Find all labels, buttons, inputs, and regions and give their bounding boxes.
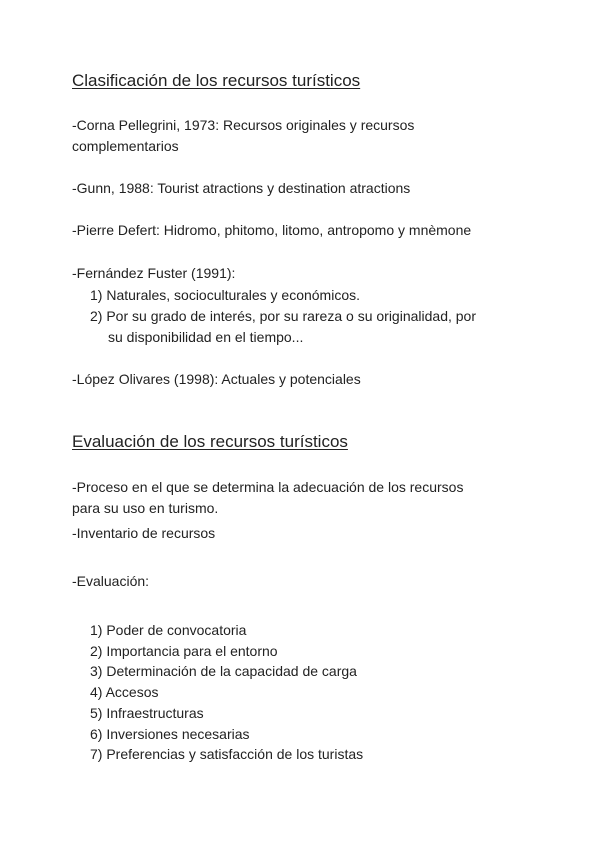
paragraph-proceso-line1: -Proceso en el que se determina la adecuación de los recursos: [72, 479, 464, 495]
list-item-evaluacion-2: 2) Importancia para el entorno: [90, 643, 278, 659]
list-item-fuster-2-line2: su disponibilidad en el tiempo...: [108, 329, 304, 345]
paragraph-corna-line1: -Corna Pellegrini, 1973: Recursos originales y recursos: [72, 117, 415, 133]
paragraph-defert: -Pierre Defert: Hidromo, phitomo, litomo, antropomo y mnèmone: [72, 222, 472, 238]
paragraph-evaluacion-title: -Evaluación:: [72, 573, 150, 589]
paragraph-gunn: -Gunn, 1988: Tourist atractions y destination atractions: [72, 180, 411, 196]
paragraph-corna-line2: complementarios: [72, 138, 179, 154]
list-item-fuster-2-line1: 2) Por su grado de interés, por su rareza o su originalidad, por: [90, 308, 476, 324]
list-item-evaluacion-4: 4) Accesos: [90, 684, 159, 700]
list-item-evaluacion-3: 3) Determinación de la capacidad de carga: [90, 663, 357, 679]
list-item-fuster-1: 1) Naturales, socioculturales y económicos.: [90, 287, 361, 303]
paragraph-inventario: -Inventario de recursos: [72, 525, 216, 541]
paragraph-fuster-title: -Fernández Fuster (1991):: [72, 265, 236, 281]
list-item-evaluacion-6: 6) Inversiones necesarias: [90, 726, 250, 742]
list-item-evaluacion-5: 5) Infraestructuras: [90, 705, 204, 721]
section-heading-evaluacion: Evaluación de los recursos turísticos: [72, 432, 348, 451]
paragraph-lopez: -López Olivares (1998): Actuales y potenciales: [72, 371, 361, 387]
list-item-evaluacion-1: 1) Poder de convocatoria: [90, 622, 247, 638]
section-heading-clasificacion: Clasificación de los recursos turísticos: [72, 71, 361, 90]
paragraph-proceso-line2: para su uso en turismo.: [72, 500, 219, 516]
list-item-evaluacion-7: 7) Preferencias y satisfacción de los turistas: [90, 746, 364, 762]
